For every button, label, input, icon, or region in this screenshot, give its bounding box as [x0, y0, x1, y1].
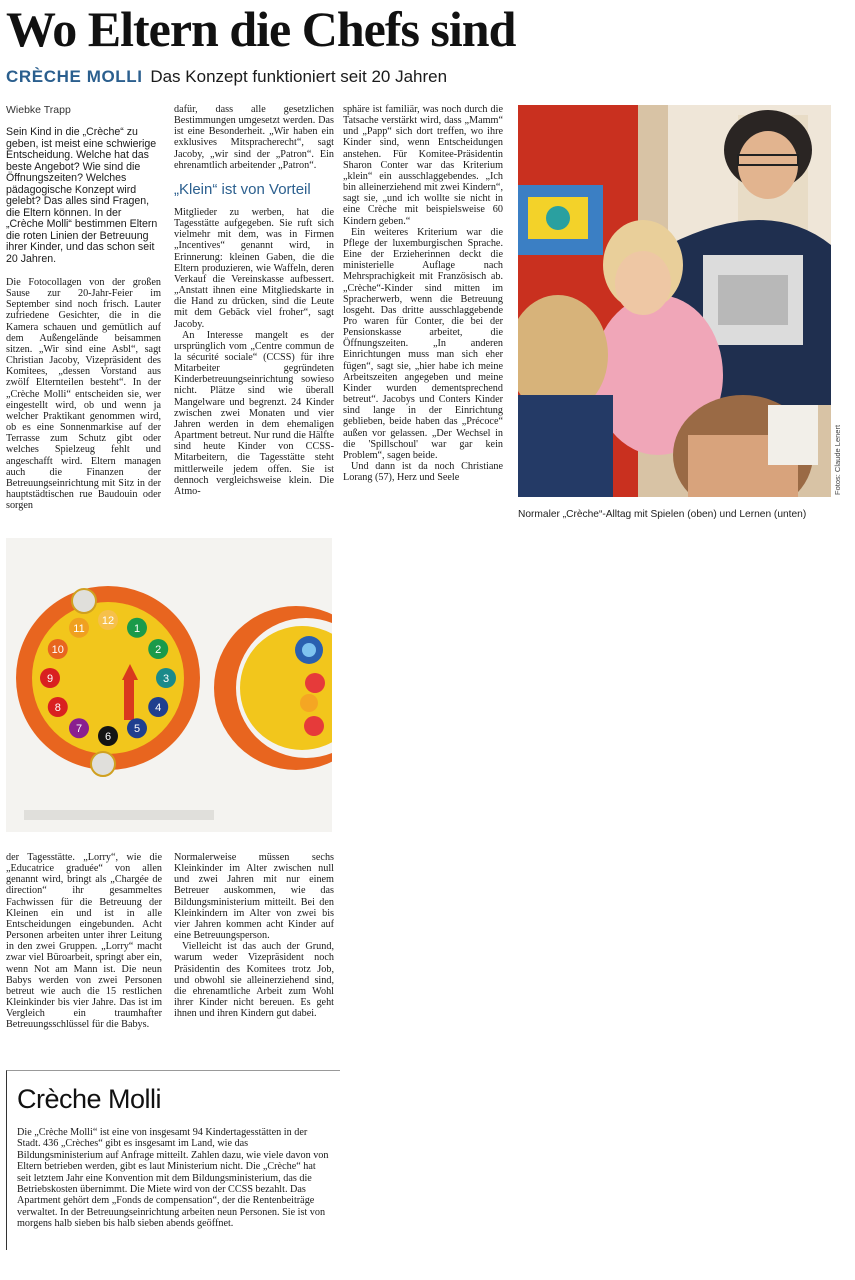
clock-toy-illustration [6, 538, 332, 832]
article-column-4 [6, 852, 162, 1064]
clock-number-label: 7 [75, 723, 83, 736]
clock-number-label: 2 [155, 644, 162, 656]
subheadline [6, 66, 846, 88]
article-column-3 [343, 104, 503, 529]
article-paragraph: sphäre ist familiär, was noch durch die Tatsache verstärkt wird, dass „Mamm“ und „Papp“ sich dort treffen, wo ihre Kinder sind, wenn Entscheidungen anstehen. Für Komitee-Präsidentin Sharon Conter war das Kriterium „klein“ ein ausschlaggebendes. „Ich bin alleinerziehend mit zwei Kindern“, sagt sie, „und ich wollte sie nicht in eine Crèche mit beispielsweise 60 Kindern geben.“ [343, 104, 503, 227]
clock-number-label: 9 [46, 673, 54, 685]
article-paragraph: An Interesse mangelt es der ursprünglich vom „Centre commun de la sécurité sociale“ (CCSS) für ihre Mitarbeiter gegründeten Kinderbetreuungseinrichtung sowieso nicht. Plätze sind wie überall Mangelware und begrenzt. 24 Kinder zwischen zwei Monaten und vier Jahren werden in dem ehemaligen Apartment betreut. Nur rund die Hälfte sind heute Kinder von CCSS-Mitarbeitern, die Tagesstätte steht mittlerweile jedem offen. Sie ist dennoch vergleichsweise klein. Die Atmo- [174, 329, 334, 497]
article-column-5 [174, 852, 334, 1064]
article-paragraph: dafür, dass alle gesetzlichen Bestimmungen umgesetzt werden. Das ist eine Besonderheit. „Wir haben ein exklusives Mitspracherecht“, sagt Jacoby, „wir sind der „Patron“. Ein ehrenamtlich arbeitender „Patron“. [174, 104, 334, 171]
article-paragraph: Vielleicht ist das auch der Grund, warum weder Vizepräsident noch Präsidentin des Komitees trotz Job, und obwohl sie alleinerziehend sind, die ehrenamtliche Arbeit zum Wohl ihrer Kinder nicht bereuen. Es geht ihnen und ihren Kindern gut dabei. [174, 941, 334, 1020]
info-box-text: Die „Crèche Molli“ ist eine von insgesamt 94 Kindertagesstätten in der Stadt. 436 „Crèches“ gibt es insgesamt im Land, wie das Bildungsministerium auf Anfrage mitteilt. Zahlen dazu, wie viele davon von Eltern betrieben werden, gibt es laut Ministerium nicht. Die „Crèche“ hat seit letztem Jahr eine Konvention mit dem Bildungsministerium, das die Betriebskosten übernimmt. Die Miete wird von der CCSS bezahlt. Das Apartment gehört dem „Fonds de compensation“, der die Rentenbeiträge verwaltet. In der Betreuungseinrichtung arbeiten neun Personen. Sie ist von morgens halb sieben bis halb sieben abends geöffnet. [17, 1127, 329, 1230]
article-paragraph: der Tagesstätte. „Lorry“, wie die „Educatrice graduée“ von allen genannt wird, bringt als „Chargée de direction“ ihr gesammeltes Fachwissen für die Betreuung der Kleinen ein und ist in alle Entscheidungen eingebunden. Acht Personen arbeiten unter ihrer Leitung in den zwei Gruppen. „Lorry“ macht zwar viel Büroarbeit, springt aber ein, wenn Not am Mann ist. Die neun Babys werden von zwei Personen betreut wie auch die 15 restlichen Kleinkinder bis vier Jahre. Das ist im Vergleich ein traumhafter Betreuungsschlüssel für die Babys. [6, 852, 162, 1031]
clock-number-label: 1 [133, 622, 141, 635]
article-paragraph: Mitglieder zu werben, hat die Tagesstätte aufgegeben. Sie ruft sich vielmehr mit dem, was in Firmen „Incentives“ genannt wird, in Erinnerung: kleinen Gaben, die die Eltern produzieren, wie Waffeln, deren Verkauf die Vereinskasse aufbessert. „Anstatt ihnen eine Mitgliedskarte in die Hand zu drücken, sind die Leute mit dem Gebäck viel froher“, sagt Jacoby. [174, 206, 334, 330]
headline: Wo Eltern die Chefs sind [6, 1, 516, 57]
clock-number-label: 3 [162, 673, 170, 685]
article-paragraph: Die Fotocollagen von der großen Sause zur 20-Jahr-Feier im September sind noch frisch. Lauter zufriedene Gesichter, die in die Kamera schauen und gemütlich auf dem Außengelände beisammen sitzen. „Wir sind eine Asbl“, sagt Christian Jacoby, Vizepräsident des Komitees, „dessen Vorstand aus zwölf Elternteilen besteht“. In der „Crèche Molli“ entscheiden sie, wer eingestellt wird, ob und wenn ja welcher Praktikant genommen wird, ob es eine Sonnenmarkise auf der Terrasse zum Schutz gibt oder welches Spielzeug fehlt und angeschafft wird. Eltern managen auch die Finanzen der Betreuungseinrichtung mit Sitz in der hauptstädtischen rue Baudouin oder sorgen [6, 277, 161, 512]
article-paragraph: Ein weiteres Kriterium war die Pflege der luxemburgischen Sprache. Eine der Erzieherinnen deckt die ministerielle Auflage nach Mehrsprachigkeit mit Französisch ab. „Crèche“-Kinder sind mitten im Spracherwerb, wenn die Betreuung losgeht. Das dritte ausschlaggebende Pro waren für Conter, die bei der Pensionskasse arbeitet, die Öffnungszeiten. „In anderen Einrichtungen muss man sich eher fügen“, sagt sie, „hier habe ich meine Arbeitszeiten angegeben und meine Kinder wurden dementsprechend betreut“. Jacobys und Conters Kinder sind lange in der Einrichtung geblieben, beide haben das „Précoce“ außen vor gelassen. „Der Wechsel in die 'Spillschoul' war gar kein Problem“, sagen beide. [343, 226, 503, 461]
subheadline-text: Das Konzept funktioniert seit 20 Jahren [150, 67, 448, 86]
article-paragraph: Normalerweise müssen sechs Kleinkinder im Alter zwischen null und zwei Jahren mit nur einem Betreuer auskommen, wie das Bildungsministerium mitteilt. Bei den Kleinkindern im Alter von zwei bis vier Jahren kommen acht Kinder auf eine Betreuungsperson. [174, 852, 334, 942]
photo-caption: Normaler „Crèche“-Alltag mit Spielen (oben) und Lernen (unten) [518, 509, 807, 520]
info-box-title: Crèche Molli [17, 1084, 162, 1114]
article-subheading: „Klein“ ist von Vorteil [174, 180, 311, 198]
info-box [6, 1070, 340, 1250]
clock-number-label: 6 [104, 731, 112, 743]
clock-number-label: 5 [133, 723, 141, 736]
clock-number-label: 8 [54, 702, 61, 714]
clock-number-label: 12 [101, 615, 115, 627]
photo-credit: Fotos: Claude Lenert [833, 424, 842, 495]
article-paragraph: Und dann ist da noch Christiane Lorang (57), Herz und Seele [343, 461, 503, 484]
photo-children-playing [518, 105, 831, 497]
photo-children-playing-illustration [518, 105, 831, 497]
author-byline: Wiebke Trapp [6, 104, 71, 116]
photo-clock-toy [6, 538, 332, 832]
article-column-2 [174, 104, 334, 529]
kicker: CRÈCHE MOLLI [6, 67, 143, 86]
article-lead: Sein Kind in die „Crèche“ zu geben, ist meist eine schwierige Entscheidung. Welche hat das beste Angebot? Wie sind die Öffnungszeiten? Welches pädagogische Konzept wird gelebt? Das alles sind Fragen, die Eltern können. In der „Crèche Molli“ bestimmen Eltern die roten Linien der Betreuung ihrer Kinder, und das schon seit 20 Jahren. [6, 127, 158, 265]
article-column-1 [6, 127, 161, 529]
clock-number-label: 4 [155, 702, 162, 714]
clock-number-label: 11 [73, 622, 85, 635]
clock-number-label: 10 [51, 644, 64, 656]
